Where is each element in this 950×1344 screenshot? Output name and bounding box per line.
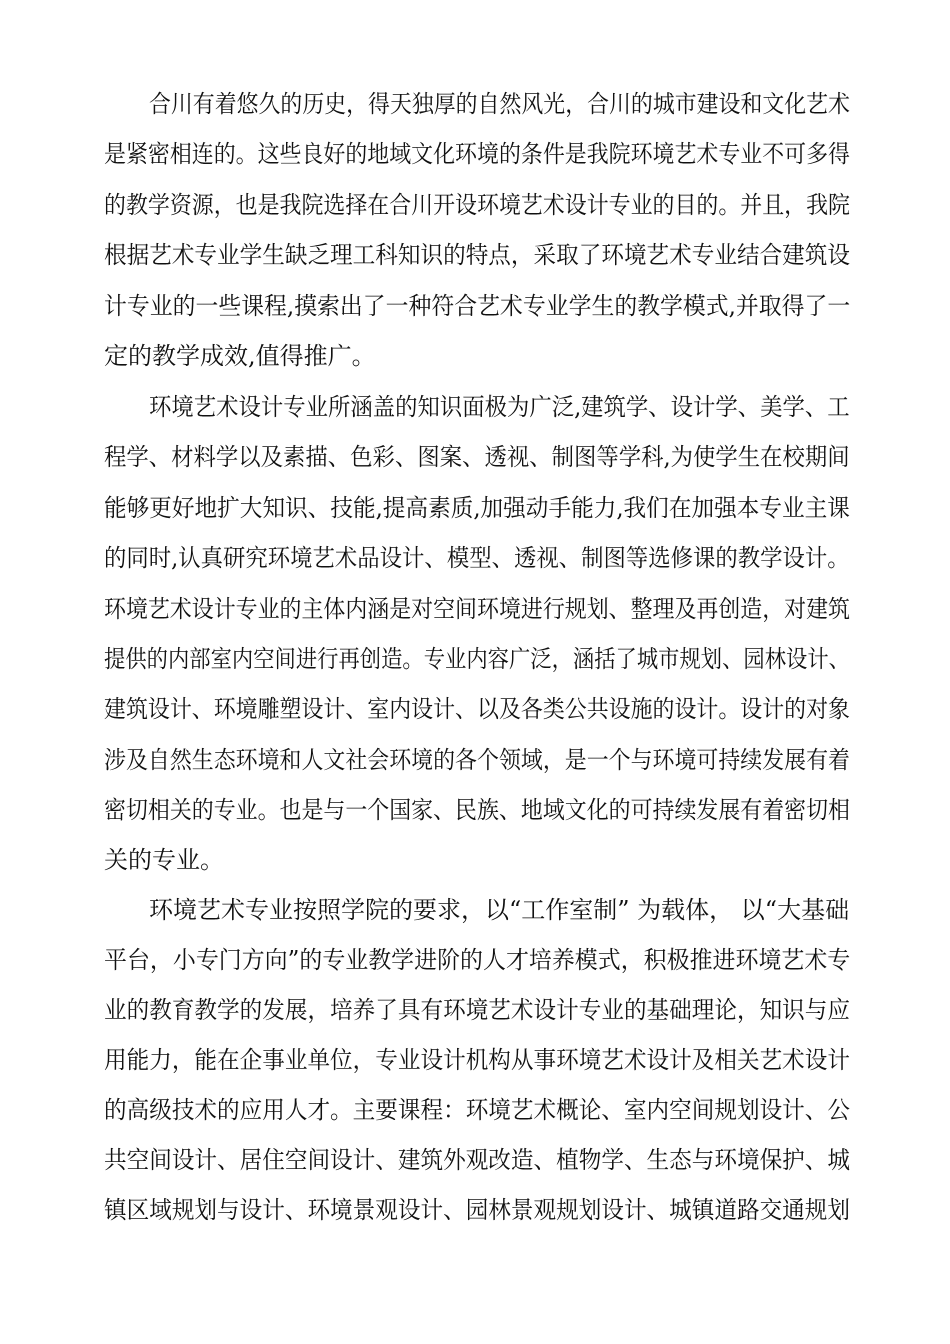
text-line: 业的教育教学的发展，培养了具有环境艺术设计专业的基础理论，知识与应	[104, 996, 850, 1024]
text-line: 用能力，能在企事业单位，专业设计机构从事环境艺术设计及相关艺术设计	[104, 1046, 850, 1074]
text-line: 能够更好地扩大知识、技能,提高素质,加强动手能力,我们在加强本专业主课	[104, 494, 850, 522]
text-line: 根据艺术专业学生缺乏理工科知识的特点，采取了环境艺术专业结合建筑设	[104, 241, 850, 269]
text-line: 环境艺术专业按照学院的要求，以“工作室制” 为载体， 以“大基础	[149, 896, 850, 924]
text-line: 合川有着悠久的历史，得天独厚的自然风光，合川的城市建设和文化艺术	[149, 90, 850, 118]
text-line: 共空间设计、居住空间设计、建筑外观改造、植物学、生态与环境保护、城	[104, 1146, 850, 1174]
text-line: 环境艺术设计专业的主体内涵是对空间环境进行规划、整理及再创造，对建筑	[104, 595, 850, 623]
text-line: 关的专业。	[104, 846, 224, 874]
text-line: 程学、材料学以及素描、色彩、图案、透视、制图等学科,为使学生在校期间	[104, 443, 850, 471]
text-line: 的教学资源，也是我院选择在合川开设环境艺术设计专业的目的。并且，我院	[104, 191, 850, 219]
text-line: 建筑设计、环境雕塑设计、室内设计、以及各类公共设施的设计。设计的对象	[104, 695, 850, 723]
text-line: 平台，小专门方向”的专业教学进阶的人才培养模式，积极推进环境艺术专	[104, 946, 851, 974]
text-line: 提供的内部室内空间进行再创造。专业内容广泛，涵括了城市规划、园林设计、	[104, 645, 850, 673]
text-line: 密切相关的专业。也是与一个国家、民族、地域文化的可持续发展有着密切相	[104, 796, 850, 824]
text-line: 环境艺术设计专业所涵盖的知识面极为广泛,建筑学、设计学、美学、工	[149, 393, 850, 421]
text-line: 是紧密相连的。这些良好的地域文化环境的条件是我院环境艺术专业不可多得	[104, 140, 850, 168]
text-line: 的高级技术的应用人才。主要课程：环境艺术概论、室内空间规划设计、公	[104, 1096, 850, 1124]
text-line: 定的教学成效,值得推广。	[104, 342, 376, 370]
text-line: 涉及自然生态环境和人文社会环境的各个领域，是一个与环境可持续发展有着	[104, 746, 850, 774]
text-line: 镇区域规划与设计、环境景观设计、园林景观规划设计、城镇道路交通规划	[104, 1196, 850, 1224]
text-line: 的同时,认真研究环境艺术品设计、模型、透视、制图等选修课的教学设计。	[104, 544, 850, 572]
text-line: 计专业的一些课程,摸索出了一种符合艺术专业学生的教学模式,并取得了一	[104, 292, 851, 320]
